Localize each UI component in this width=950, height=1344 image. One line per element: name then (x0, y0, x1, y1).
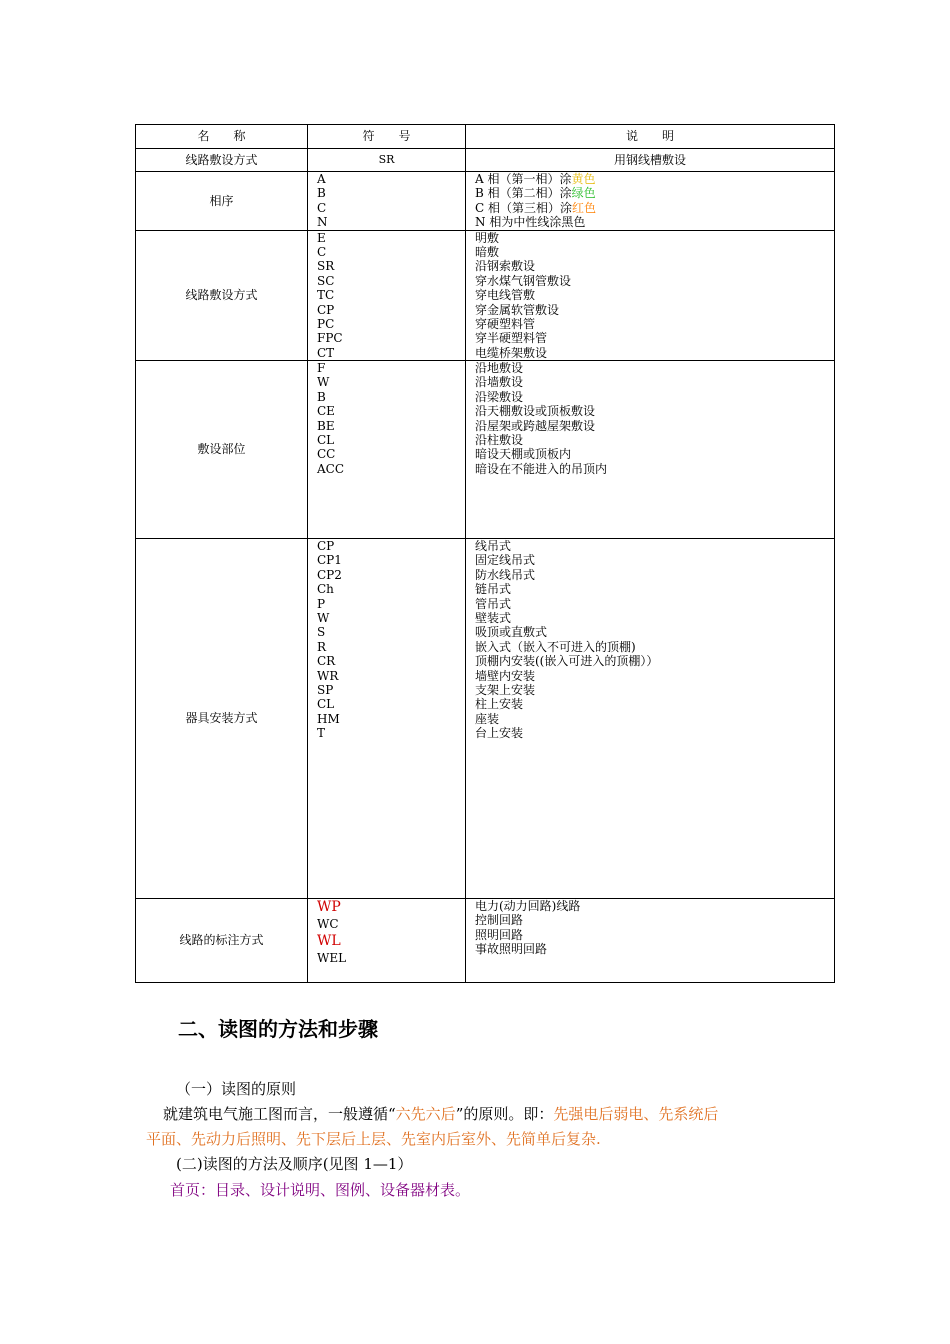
description: 柱上安装 (475, 697, 524, 712)
description: 事故照明回路 (475, 942, 548, 957)
symbol: A (317, 172, 326, 186)
description: 控制回路 (475, 913, 524, 928)
header-description: 说 明 (466, 125, 835, 149)
section-heading: 二、读图的方法和步骤 (178, 1017, 378, 1041)
description: 嵌入式（嵌入不可进入的顶棚) (475, 639, 636, 654)
description (475, 186, 834, 200)
symbol: P (317, 596, 326, 611)
highlight-text: 先强电后弱电、先系统后 (553, 1105, 719, 1123)
symbol: WEL (317, 951, 347, 966)
description: 壁装式 (475, 611, 512, 626)
highlight-text: 六先六后 (395, 1105, 456, 1123)
paragraph-principle-line2: 平面、先动力后照明、先下层后上层、先室内后室外、先简单后复杂. (146, 1130, 601, 1148)
symbol: C (317, 200, 327, 215)
symbol: WC (317, 917, 339, 932)
symbol: CE (317, 404, 335, 419)
description (475, 215, 834, 229)
symbol: E (317, 230, 326, 245)
description: 顶棚内安装((嵌入可进入的顶棚）） (475, 654, 659, 669)
color-word: 绿色 (571, 186, 596, 201)
symbol: BE (317, 418, 335, 433)
header-symbol: 符 号 (308, 125, 466, 149)
symbol: CR (317, 654, 336, 669)
symbol: W (317, 375, 330, 390)
symbol: FPC (317, 331, 343, 346)
symbol: CC (317, 447, 336, 462)
description-list (466, 539, 835, 899)
symbol: S (317, 625, 326, 640)
symbol: B (317, 186, 326, 201)
description: 防水线吊式 (475, 567, 536, 582)
color-word: 黄色 (571, 172, 596, 186)
paragraph-text: ”的原则。即： (455, 1105, 554, 1123)
table-row (136, 172, 835, 231)
description-text: C 相（第三相）涂 (475, 200, 572, 215)
symbol: SC (317, 273, 335, 288)
description: 沿梁敷设 (475, 389, 524, 404)
description: 沿墙敷设 (475, 375, 524, 390)
symbol: F (317, 361, 326, 376)
paragraph-first-page: 首页：目录、设计说明、图例、设备器材表。 (170, 1181, 471, 1199)
description-list (466, 172, 835, 231)
symbol: CP (317, 302, 335, 317)
description (475, 201, 834, 215)
description: 照明回路 (475, 927, 524, 942)
description-list (466, 361, 835, 539)
symbol-table (135, 124, 835, 983)
subheading-principle: （一）读图的原则 (176, 1080, 297, 1098)
description: 暗敷 (475, 244, 500, 259)
symbol-list (308, 230, 466, 361)
description: 线吊式 (475, 539, 512, 554)
description: 暗设天棚或顶板内 (475, 447, 572, 462)
symbol-list (308, 361, 466, 539)
symbol: R (317, 639, 327, 654)
row-name: 相序 (136, 172, 308, 231)
description: 电缆桥架敷设 (475, 345, 548, 360)
symbol: CT (317, 345, 335, 360)
symbol: N (317, 215, 328, 230)
row-symbol: SR (308, 149, 466, 172)
description-text: N 相为中性线涂黑色 (475, 215, 586, 230)
symbol: CP2 (317, 567, 342, 582)
description-text: B 相（第二相）涂 (475, 186, 572, 201)
description: 穿电线管敷 (475, 288, 536, 303)
description: 沿屋架或跨越屋架敷设 (475, 418, 596, 433)
description: 明敷 (475, 230, 500, 245)
color-word: 红色 (572, 200, 597, 215)
table-header-row (136, 125, 835, 149)
description: 链吊式 (475, 582, 512, 597)
symbol-list (308, 539, 466, 899)
row-name: 线路的标注方式 (136, 899, 308, 983)
symbol: HM (317, 711, 340, 726)
symbol: CL (317, 697, 335, 712)
row-name: 线路敷设方式 (136, 230, 308, 361)
paragraph-text: 就建筑电气施工图而言，一般遵循“ (163, 1105, 396, 1123)
row-description: 用钢线槽敷设 (466, 149, 835, 172)
description: 穿半硬塑料管 (475, 331, 548, 346)
description (475, 172, 834, 186)
symbol: CP1 (317, 553, 342, 568)
description: 固定线吊式 (475, 553, 536, 568)
description: 沿钢索敷设 (475, 259, 536, 274)
description: 墙壁内安装 (475, 668, 536, 683)
symbol-list (308, 899, 466, 983)
symbol: CL (317, 433, 335, 448)
symbol: W (317, 611, 330, 626)
symbol: SR (317, 259, 335, 274)
description: 座装 (475, 711, 500, 726)
description: 电力(动力回路)线路 (475, 899, 581, 914)
row-name: 敷设部位 (136, 361, 308, 539)
symbol-highlight: WP (317, 899, 341, 916)
table-row (136, 230, 835, 361)
description: 管吊式 (475, 596, 512, 611)
table-row (136, 149, 835, 172)
row-name: 线路敷设方式 (136, 149, 308, 172)
description: 穿水煤气钢管敷设 (475, 273, 572, 288)
symbol: B (317, 389, 326, 404)
description-list (466, 230, 835, 361)
symbol: PC (317, 316, 335, 331)
symbol: WR (317, 668, 339, 683)
description-text: A 相（第一相）涂 (475, 172, 572, 186)
description: 吸顶或直敷式 (475, 625, 548, 640)
symbol: ACC (317, 461, 345, 476)
symbol: SP (317, 682, 334, 697)
description: 穿金属软管敷设 (475, 302, 560, 317)
description: 穿硬塑料管 (475, 316, 536, 331)
symbol: T (317, 726, 326, 741)
table-row (136, 361, 835, 539)
table-row (136, 899, 835, 983)
row-name: 器具安装方式 (136, 539, 308, 899)
symbol: C (317, 244, 327, 259)
description: 暗设在不能进入的吊顶内 (475, 461, 608, 476)
subheading-method: (二)读图的方法及顺序(见图 1—1） (176, 1155, 413, 1173)
description: 台上安装 (475, 726, 524, 741)
symbol: CP (317, 539, 335, 554)
description-list (466, 899, 835, 983)
description: 沿柱敷设 (475, 433, 524, 448)
paragraph-principle-line1 (163, 1103, 718, 1124)
description: 沿地敷设 (475, 361, 524, 376)
table-row (136, 539, 835, 899)
description: 支架上安装 (475, 682, 536, 697)
symbol: TC (317, 288, 335, 303)
symbol-list (308, 172, 466, 231)
description: 沿天棚敷设或顶板敷设 (475, 404, 596, 419)
symbol: Ch (317, 582, 334, 597)
header-name: 名 称 (136, 125, 308, 149)
symbol-highlight: WL (317, 933, 341, 950)
